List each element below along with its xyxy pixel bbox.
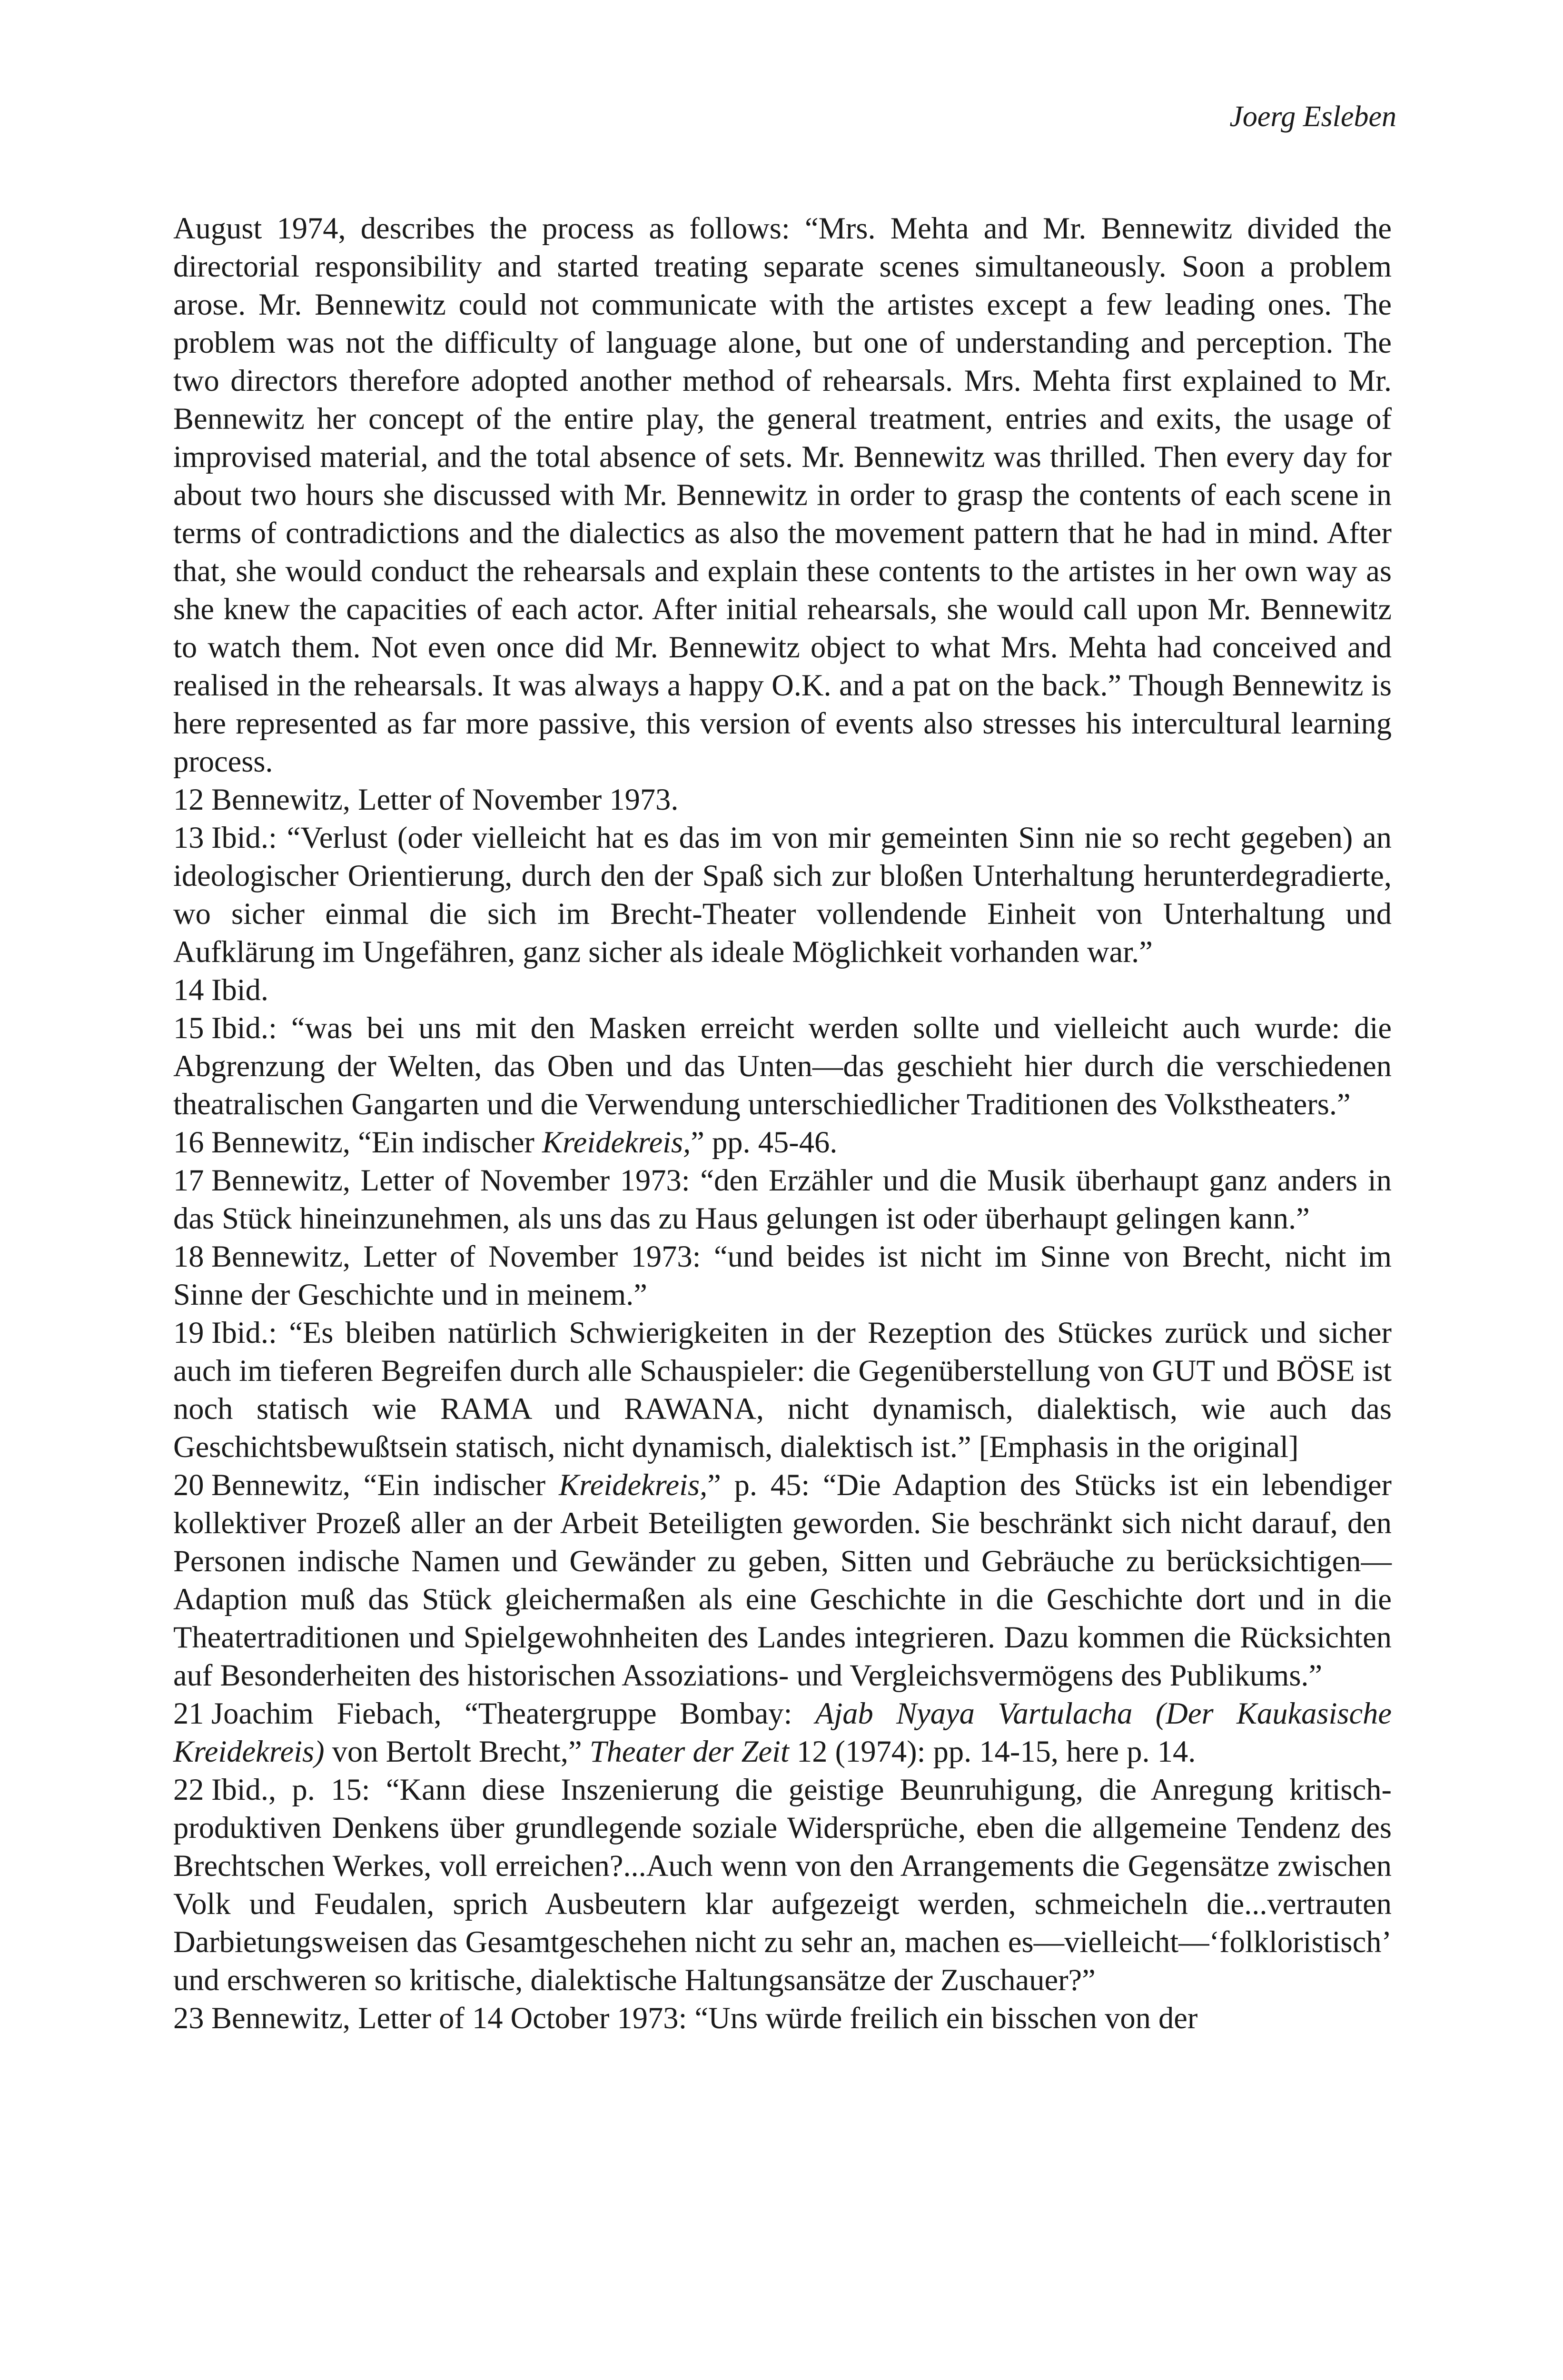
footnote-text: Bennewitz, Letter of 14 October 1973: “Uns würde freilich ein bisschen von der — [211, 2001, 1198, 2035]
footnote-text: Bennewitz, Letter of November 1973: “den Erzähler und die Musik überhaupt ganz anders in das Stück hineinzunehmen, als uns das zu Haus gelungen ist oder überhaupt gelingen kann.” — [173, 1163, 1392, 1235]
footnote-title: Kreidekreis, — [542, 1125, 691, 1159]
continued-footnote-text: August 1974, describes the process as follows: “Mrs. Mehta and Mr. Bennewitz divided the directorial responsibility and started treating separate scenes simultaneously. Soon a problem arose. Mr. Bennewitz could not communicate with the artistes except a few leading ones. The problem was not the difficulty of language alone, but one of understanding and perception. The two directors therefore adopted another method of rehearsals. Mrs. Mehta first explained to Mr. Bennewitz her concept of the entire play, the general treatment, entries and exits, the usage of improvised material, and the total absence of sets. Mr. Bennewitz was thrilled. Then every day for about two hours she discussed with Mr. Bennewitz in order to grasp the contents of each scene in terms of contradictions and the dialectics as also the movement pattern that he had in mind. After that, she would conduct the rehearsals and explain these contents to the artistes in her own way as she knew the capacities of each actor. After initial rehearsals, she would call upon Mr. Bennewitz to watch them. Not even once did Mr. Bennewitz object to what Mrs. Mehta had conceived and realised in the rehearsals. It was always a happy O.K. and a pat on the back.” Though Bennewitz is here represented as far more passive, this version of events also stresses his intercultural learning process. — [173, 211, 1392, 778]
footnote — [173, 1123, 1392, 1161]
running-head: Joerg Esleben — [1229, 100, 1396, 133]
footnote-title: Kreidekreis, — [558, 1468, 708, 1502]
footnote-text-pre: Bennewitz, “Ein indischer — [211, 1468, 559, 1502]
footnote-number: 23 — [173, 2001, 204, 2035]
footnote-number: 22 — [173, 1773, 204, 1806]
footnote-number: 17 — [173, 1163, 204, 1197]
footnote-number: 15 — [173, 1011, 204, 1045]
footnotes-block — [173, 209, 1392, 2037]
footnote-text-e: 12 (1974): pp. 14-15, here p. 14. — [789, 1735, 1196, 1768]
footnote-text-c: von Bertolt Brecht,” — [324, 1735, 590, 1768]
footnote — [173, 1466, 1392, 1695]
footnote-text-pre: Bennewitz, “Ein indischer — [211, 1125, 542, 1159]
footnote-number: 20 — [173, 1468, 204, 1502]
footnote — [173, 1999, 1392, 2037]
footnote-number: 18 — [173, 1240, 204, 1273]
footnote-text-a: Joachim Fiebach, “Theatergruppe Bombay: — [211, 1696, 815, 1730]
footnote — [173, 1314, 1392, 1466]
footnote-text: Ibid.: “Es bleiben natürlich Schwierigkeiten in der Rezeption des Stückes zurück und sicher auch im tieferen Begreifen durch alle Schauspieler: die Gegenüberstellung von GUT und BÖSE ist noch statisch wie RAMA und RAWANA, nicht dynamisch, dialektisch, wie auch das Geschichtsbewußtsein statisch, nicht dynamisch, dialektisch ist.” [Emphasis in the original] — [173, 1316, 1392, 1464]
footnote-text: Ibid.: “Verlust (oder vielleicht hat es das im von mir gemeinten Sinn nie so recht gegeben) an ideologischer Orientierung, durch den der Spaß sich zur bloßen Unterhaltung herunterdegradierte, wo sicher einmal die sich im Brecht-Theater vollendende Einheit von Unterhaltung und Aufklärung im Ungefähren, ganz sicher als ideale Möglichkeit vorhanden war.” — [173, 821, 1392, 969]
footnote-number: 21 — [173, 1696, 204, 1730]
footnote-text-post: ” p. 45: “Die Adaption des Stücks ist ein lebendiger kollektiver Prozeß aller an der Arbeit Beteiligten geworden. Sie beschränkt sich nicht darauf, den Personen indische Namen und Gewänder zu geben, Sitten und Gebräuche zu berücksichtigen—Adaption muß das Stück gleichermaßen als eine Geschichte in die Geschichte dort und in die Theatertraditionen und Spielgewohnheiten des Landes integrieren. Dazu kommen die Rücksichten auf Besonderheiten des historischen Assoziations- und Vergleichsvermögens des Publikums.” — [173, 1468, 1392, 1692]
footnote-number: 13 — [173, 821, 204, 854]
footnote — [173, 1695, 1392, 1771]
footnote-text: Ibid.: “was bei uns mit den Masken erreicht werden sollte und vielleicht auch wurde: die Abgrenzung der Welten, das Oben und das Unten—das geschieht hier durch die verschiedenen theatralischen Gangarten und die Verwendung unterschiedlicher Traditionen des Volkstheaters.” — [173, 1011, 1392, 1121]
footnote — [173, 971, 1392, 1009]
footnote-number: 16 — [173, 1125, 204, 1159]
footnote-text: Ibid., p. 15: “Kann diese Inszenierung die geistige Beunruhigung, die Anregung kritisch-produktiven Denkens über grundlegende soziale Widersprüche, eben die allgemeine Tendenz des Brechtschen Werkes, voll erreichen?...Auch wenn von den Arrangements die Gegensätze zwischen Volk und Feudalen, sprich Ausbeutern klar aufgezeigt werden, schmeicheln die...vertrauten Darbietungsweisen das Gesamtgeschehen nicht zu sehr an, machen es—vielleicht—‘folkloristisch’ und erschweren so kritische, dialektische Haltungsansätze der Zuschauer?” — [173, 1773, 1392, 1997]
footnote-text: Bennewitz, Letter of November 1973. — [211, 783, 679, 816]
footnote — [173, 1771, 1392, 1999]
footnote-text: Ibid. — [211, 973, 269, 1007]
footnote — [173, 1238, 1392, 1314]
footnote-journal-title: Theater der Zeit — [589, 1735, 789, 1768]
footnote-text: Bennewitz, Letter of November 1973: “und beides ist nicht im Sinne von Brecht, nicht im Sinne der Geschichte und in meinem.” — [173, 1240, 1392, 1311]
footnote-text-post: ” pp. 45-46. — [691, 1125, 838, 1159]
footnote-number: 19 — [173, 1316, 204, 1349]
footnote — [173, 1161, 1392, 1238]
footnote — [173, 1009, 1392, 1123]
footnote — [173, 781, 1392, 819]
footnote-number: 12 — [173, 783, 204, 816]
footnote-work-title: Ajab Nyaya Vartulacha (Der Kaukasische Kreidekreis) — [173, 1696, 1392, 1768]
footnote-number: 14 — [173, 973, 204, 1007]
footnote — [173, 819, 1392, 971]
